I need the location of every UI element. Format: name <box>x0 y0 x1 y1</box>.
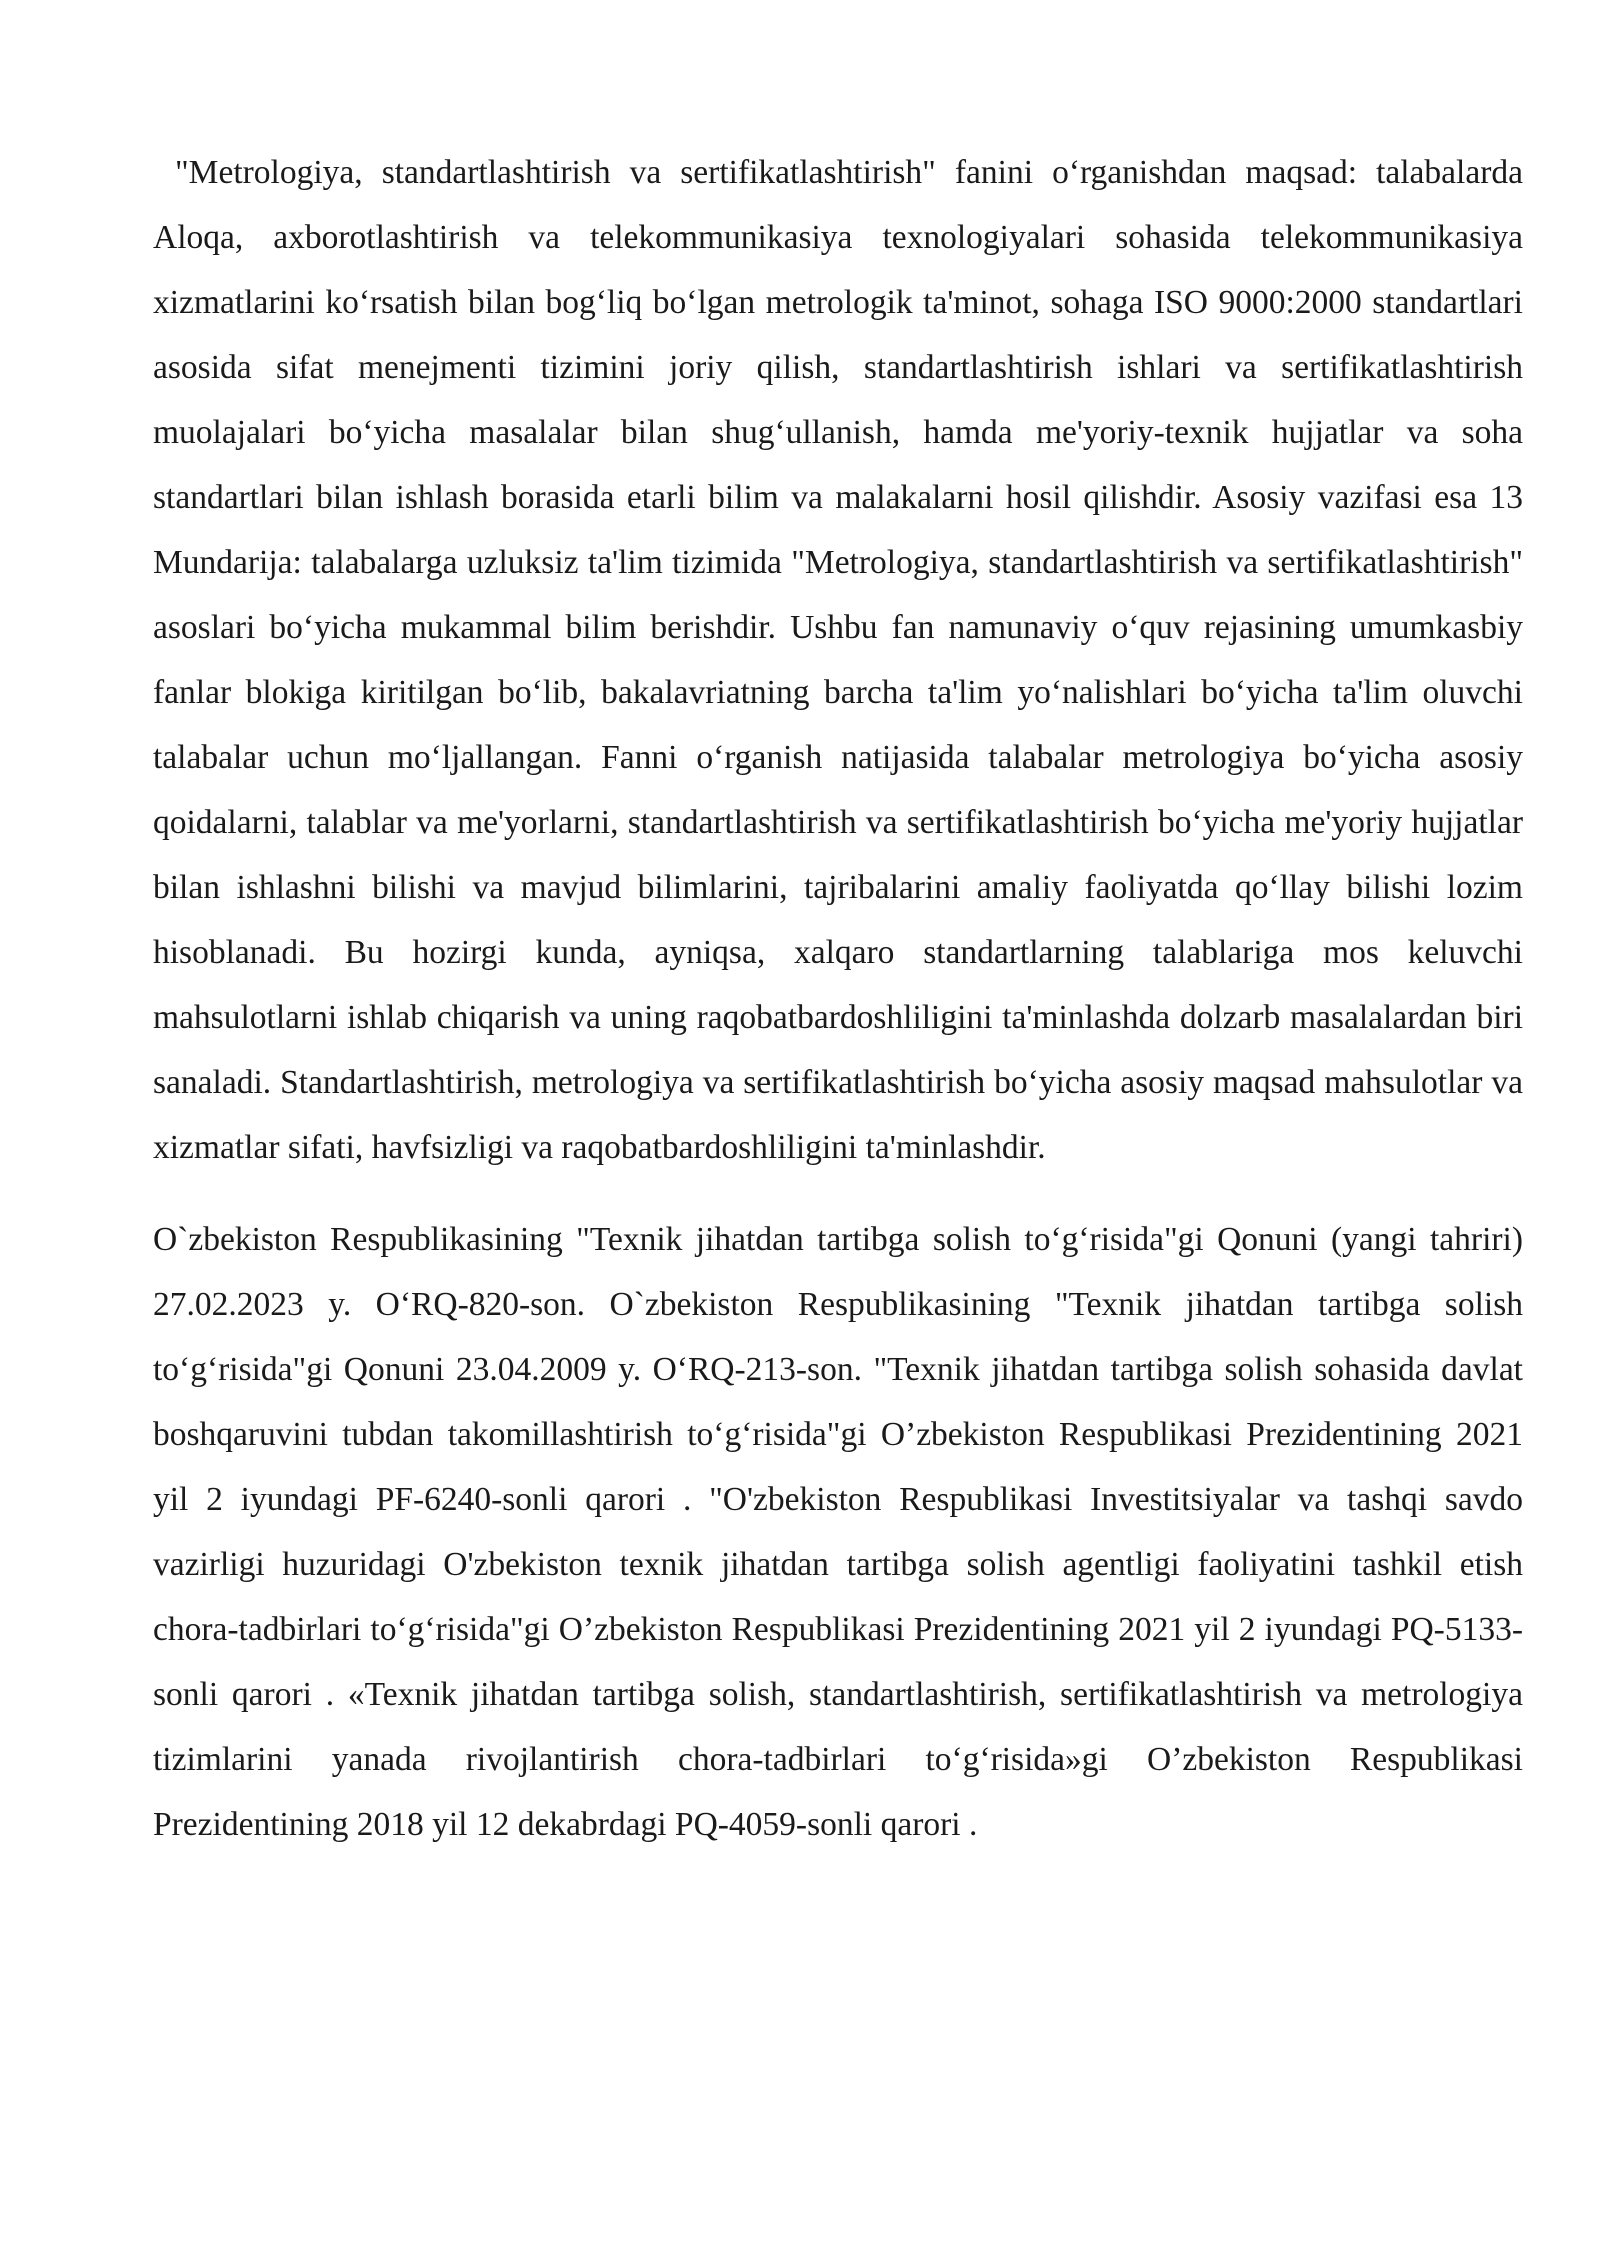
document-body <box>153 140 1523 1857</box>
paragraph-legal-references: O`zbekiston Respublikasining "Texnik jihatdan tartibga solish to‘g‘risida"gi Qonuni (yangi tahriri) 27.02.2023 y. O‘RQ-820-son. O`zbekiston Respublikasining "Texnik jihatdan tartibga solish to‘g‘risida"gi Qonuni 23.04.2009 y. O‘RQ-213-son. "Texnik jihatdan tartibga solish sohasida davlat boshqaruvini tubdan takomillashtirish to‘g‘risida"gi O’zbekiston Respublikasi Prezidentining 2021 yil 2 iyundagi PF-6240-sonli qarori . "O'zbekiston Respublikasi Investitsiyalar va tashqi savdo vazirligi huzuridagi O'zbekiston texnik jihatdan tartibga solish agentligi faoliyatini tashkil etish chora-tadbirlari to‘g‘risida"gi O’zbekiston Respublikasi Prezidentining 2021 yil 2 iyundagi PQ-5133-sonli qarori . «Texnik jihatdan tartibga solish, standartlashtirish, sertifikatlashtirish va metrologiya tizimlarini yanada rivojlantirish chora-tadbirlari to‘g‘risida»gi O’zbekiston Respublikasi Prezidentining 2018 yil 12 dekabrdagi PQ-4059-sonli qarori . <box>153 1221 1523 1843</box>
paragraph-course-purpose: "Metrologiya, standartlashtirish va sertifikatlashtirish" fanini o‘rganishdan maqsad: talabalarda Aloqa, axborotlashtirish va telekommunikasiya texnologiyalari sohasida telekommunikasiya xizmatlarini ko‘rsatish bilan bog‘liq bo‘lgan metrologik ta'minot, sohaga ISO 9000:2000 standartlari asosida sifat menejmenti tizimini joriy qilish, standartlashtirish ishlari va sertifikatlashtirish muolajalari bo‘yicha masalalar bilan shug‘ullanish, hamda me'yoriy-texnik hujjatlar va soha standartlari bilan ishlash borasida etarli bilim va malakalarni hosil qilishdir. Asosiy vazifasi esa 13 Mundarija: talabalarga uzluksiz ta'lim tizimida "Metrologiya, standartlashtirish va sertifikatlashtirish" asoslari bo‘yicha mukammal bilim berishdir. Ushbu fan namunaviy o‘quv rejasining umumkasbiy fanlar blokiga kiritilgan bo‘lib, bakalavriatning barcha ta'lim yo‘nalishlari bo‘yicha ta'lim oluvchi talabalar uchun mo‘ljallangan. Fanni o‘rganish natijasida talabalar metrologiya bo‘yicha asosiy qoidalarni, talablar va me'yorlarni, standartlashtirish va sertifikatlashtirish bo‘yicha me'yoriy hujjatlar bilan ishlashni bilishi va mavjud bilimlarini, tajribalarini amaliy faoliyatda qo‘llay bilishi lozim hisoblanadi. Bu hozirgi kunda, ayniqsa, xalqaro standartlarning talablariga mos keluvchi mahsulotlarni ishlab chiqarish va uning raqobatbardoshliligini ta'minlashda dolzarb masalalardan biri sanaladi. Standartlashtirish, metrologiya va sertifikatlashtirish bo‘yicha asosiy maqsad mahsulotlar va xizmatlar sifati, havfsizligi va raqobatbardoshliligini ta'minlashdir. <box>153 154 1523 1166</box>
